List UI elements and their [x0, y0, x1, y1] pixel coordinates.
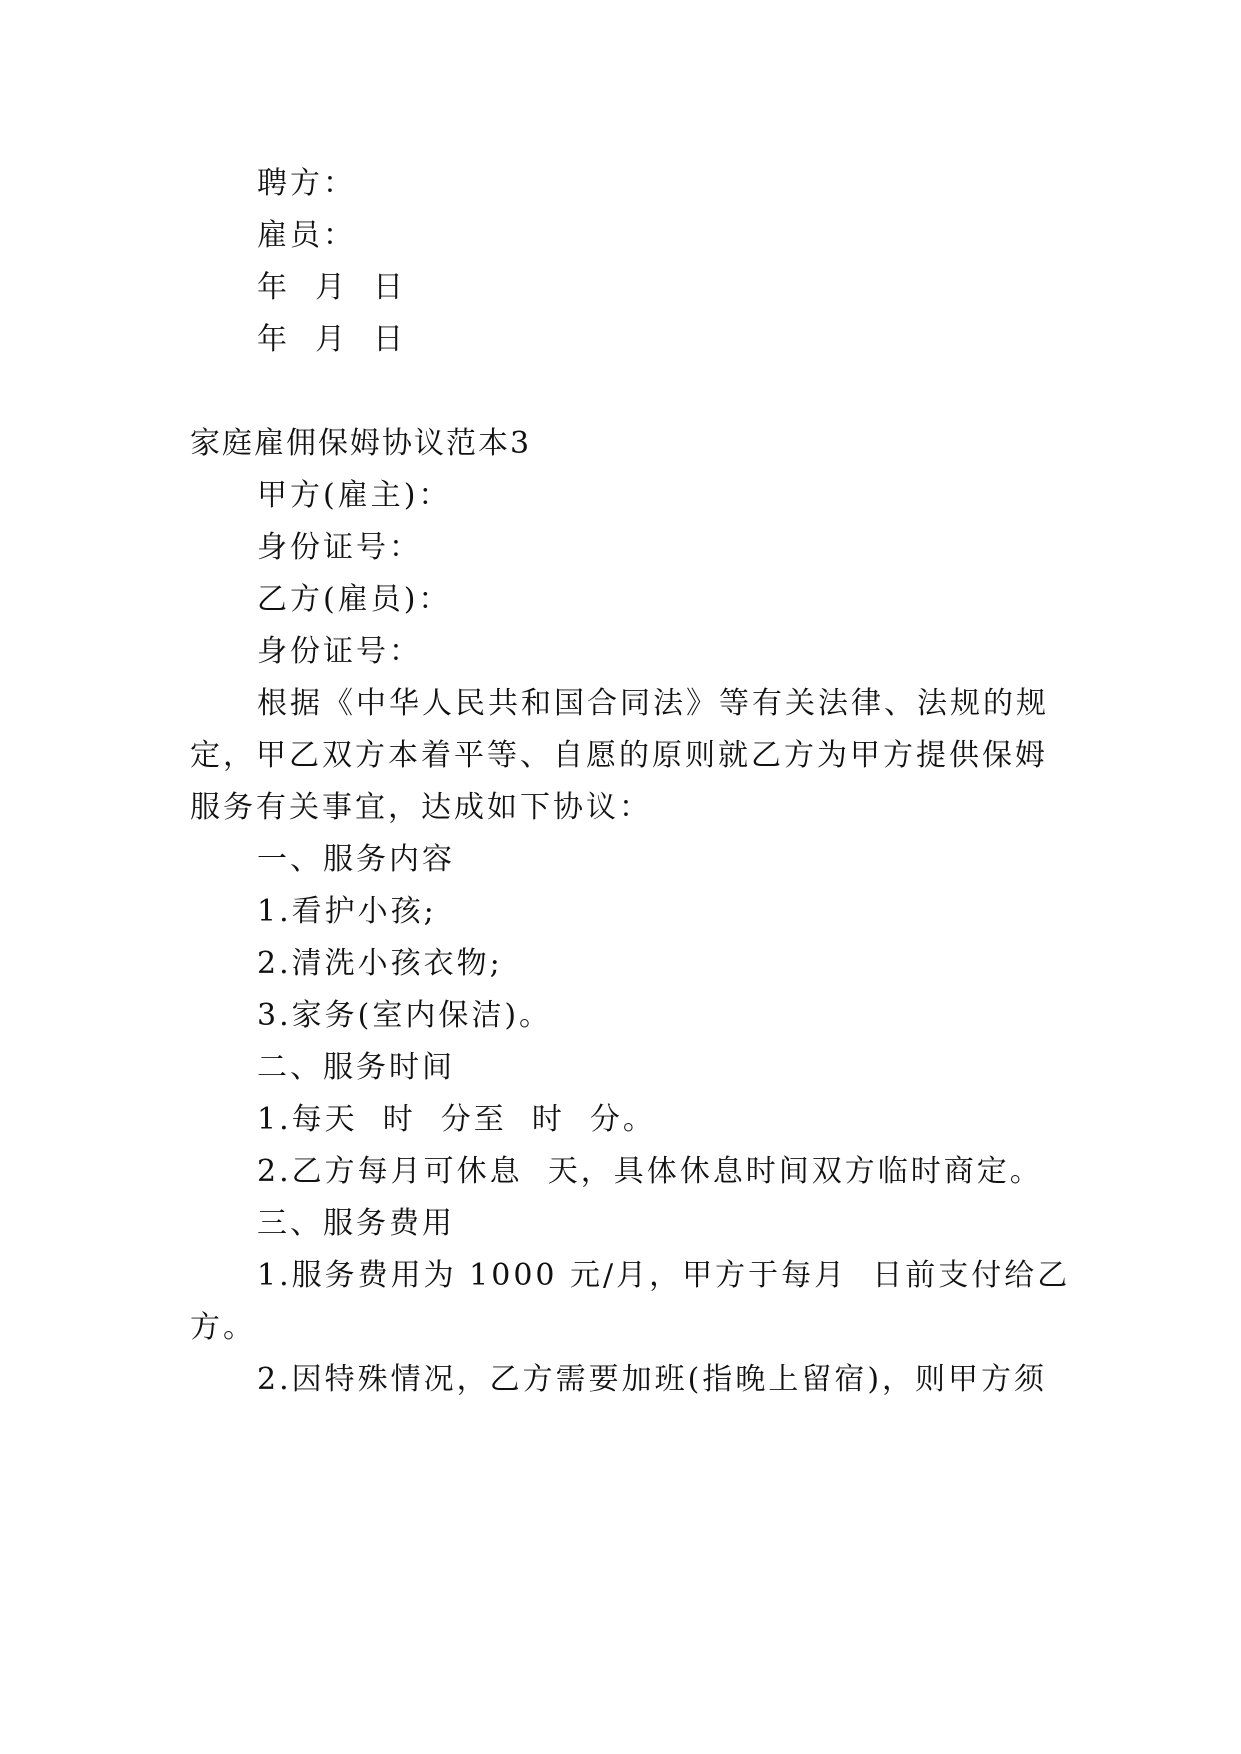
signature-date-1: 年 月 日 [257, 270, 407, 305]
section-3-item-1-line-1: 1.服务费用为 1000 元/月，甲方于每月 日前支付给乙 [257, 1258, 1071, 1293]
section-2-item-1: 1.每天 时 分至 时 分。 [257, 1102, 656, 1137]
preamble-line-1: 根据《中华人民共和国合同法》等有关法律、法规的规 [257, 686, 1049, 721]
party-a-id-label: 身份证号： [257, 530, 422, 565]
section-3-item-2-line-1: 2.因特殊情况，乙方需要加班(指晚上留宿)，则甲方须 [257, 1362, 1048, 1397]
party-b-label: 乙方(雇员)： [257, 582, 452, 617]
party-a-label: 甲方(雇主)： [257, 478, 452, 513]
section-3-item-1-line-2: 方。 [190, 1310, 256, 1345]
section-3-heading: 三、服务费用 [257, 1206, 455, 1241]
section-1-item-2: 2.清洗小孩衣物; [257, 946, 503, 981]
signature-employee-label: 雇员： [257, 218, 356, 253]
section-2-item-2: 2.乙方每月可休息 天，具体休息时间双方临时商定。 [257, 1154, 1043, 1189]
section-1-item-1: 1.看护小孩; [257, 894, 437, 929]
section-1-heading: 一、服务内容 [257, 842, 455, 877]
signature-employer-label: 聘方： [257, 166, 356, 201]
signature-date-2: 年 月 日 [257, 322, 407, 357]
section-1-item-3: 3.家务(室内保洁)。 [257, 998, 553, 1033]
party-b-id-label: 身份证号： [257, 634, 422, 669]
section-title: 家庭雇佣保姆协议范本3 [190, 426, 532, 461]
section-2-heading: 二、服务时间 [257, 1050, 455, 1085]
preamble-line-3: 服务有关事宜，达成如下协议： [190, 790, 652, 825]
preamble-line-2: 定，甲乙双方本着平等、自愿的原则就乙方为甲方提供保姆 [190, 738, 1048, 773]
